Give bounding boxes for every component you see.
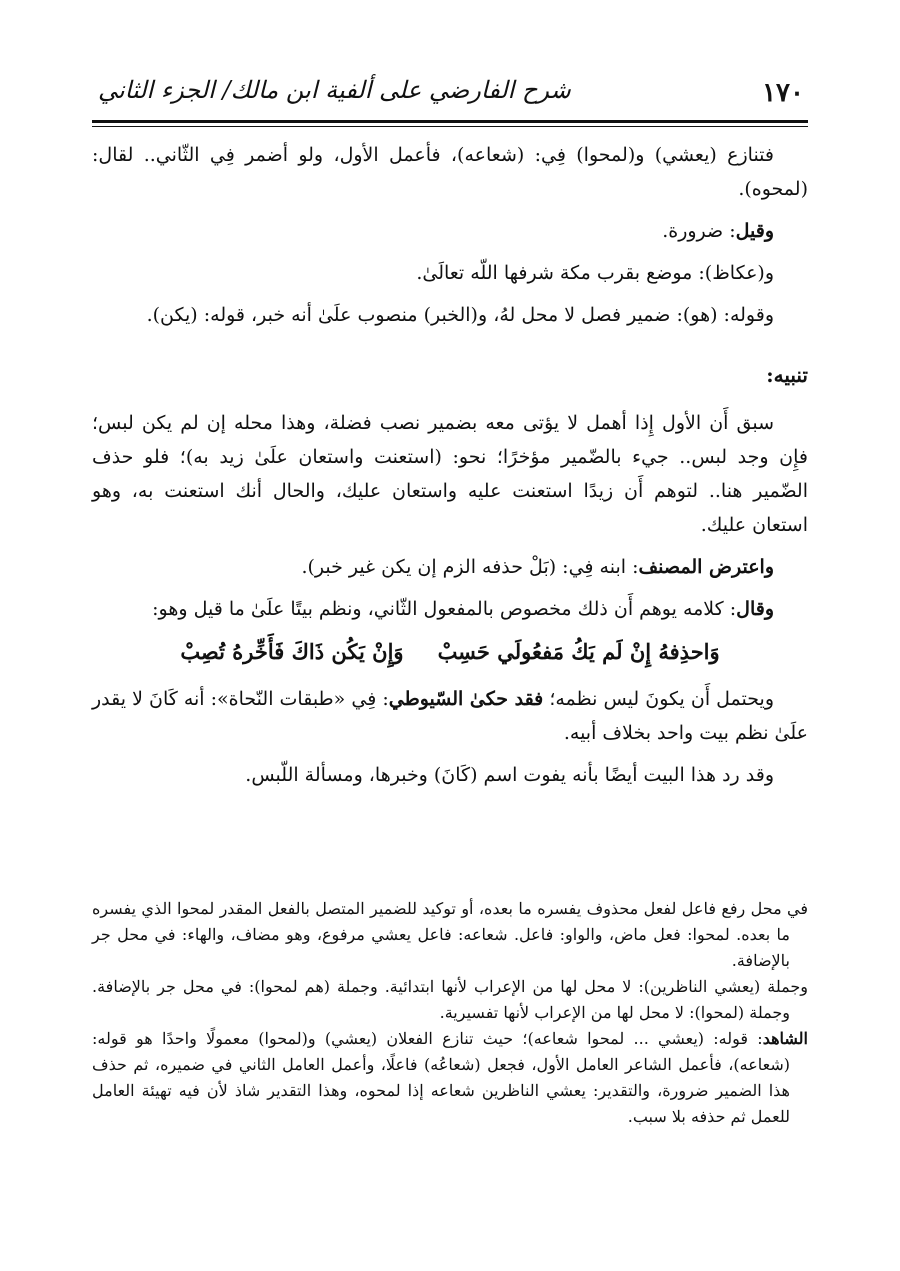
running-title: شرح الفارضي على ألفية ابن مالك/ الجزء الثاني [98,76,571,104]
page-number: ١٧٠ [762,78,804,108]
paragraph-text: ويحتمل أَن يكونَ ليس نظمه؛ [543,688,774,710]
page-header [92,70,808,114]
paragraph [92,214,808,248]
header-rule-thin [92,126,808,127]
paragraph: وقد رد هذا البيت أيضًا بأنه يفوت اسم (كَانَ) وخبرها، ومسألة اللّبس. [245,764,774,786]
paragraph-label: فقد حكىٰ السّيوطي [388,688,544,710]
header-rule [92,120,808,123]
verse-first-hemistich: وَاحذِفهُ إِنْ لَم يَكُ مَفعُولَي حَسِبْ [437,639,720,664]
paragraph-text: : ضرورة. [662,220,736,242]
main-text [92,138,808,792]
paragraph [92,682,808,750]
footnote: وجملة (يعشي الناظرين): لا محل لها من الإعراب لأنها ابتدائية. وجملة (هم لمحوا): في محل جر بالإضافة. وجملة (لمحوا): لا محل لها من الإعراب لأنها تفسيرية. [92,977,808,1022]
section-heading: تنبيه: [766,363,808,387]
paragraph [92,550,808,584]
footnote [92,1026,808,1130]
paragraph-text: : ابنه فِي: (بَلْ حذفه الزم إن يكن غير خبر). [301,556,639,578]
paragraph: و(عكاظ): موضع بقرب مكة شرفها اللّه تعالَىٰ. [416,262,774,284]
footnote-text: : قوله: (يعشي ... لمحوا شعاعه)؛ حيث تنازع الفعلان (يعشي) و(لمحوا) معمولًا واحدًا هو قوله: (شعاعه)، فأعمل الشاعر العامل الأول، فجعل (شعاعُه) فاعلًا، وأعمل العامل الثاني في ضميره، ثم حذف هذا الضمير ضرورة، والتقدير: يعشي الناظرين شعاعه إذا لمحوه، وهذا التقدير شاذ لأن فيه تهيئة العامل للعمل ثم حذفه بلا سبب. [92,1029,790,1126]
paragraph-label: واعترض المصنف [638,556,774,578]
verse-second-hemistich: وَإِنْ يَكُن ذَاكَ فَأَخِّرهُ تُصِبْ [180,639,404,664]
paragraph-text: : فِي «طبقات النّحاة»: أنه كَانَ لا يقدر علَىٰ نظم بيت واحد بخلاف أبيه. [92,688,808,744]
paragraph: فتنازع (يعشي) و(لمحوا) فِي: (شعاعه)، فأعمل الأول، ولو أضمر فِي الثّاني.. لقال: (لمحوه). [92,144,808,200]
paragraph-label: وقيل [735,220,774,242]
footnotes [92,896,808,1130]
paragraph [92,592,808,626]
paragraph-text: : كلامه يوهم أَن ذلك مخصوص بالمفعول الثّاني، ونظم بيتًا علَىٰ ما قيل وهو: [152,598,737,620]
footnote-label: الشاهد [762,1029,808,1048]
paragraph: وقوله: (هو): ضمير فصل لا محل لهُ، و(الخبر) منصوب علَىٰ أنه خبر، قوله: (يكن). [146,304,774,326]
paragraph: سبق أَن الأول إِذا أهمل لا يؤتى معه بضمير نصب فضلة، وهذا محله إن لم يكن لبس؛ فإِن وجد لبس.. جيء بالضّمير مؤخرًا؛ نحو: (استعنت واستعان علَىٰ زيد به)؛ فلو حذف الضّمير هنا.. لتوهم أَن زيدًا استعنت عليه واستعان عليك، والحال أنك استعنت به، وهو استعان عليك. [92,412,808,536]
footnote: في محل رفع فاعل لفعل محذوف يفسره ما بعده، أو توكيد للضمير المتصل بالفعل المقدر لمحوا الذي يفسره ما بعده. لمحوا: فعل ماض، والواو: فاعل. شعاعه: فاعل يعشي مرفوع، وهو مضاف، والهاء: في محل جر بالإضافة. [92,899,809,970]
paragraph-label: وقال [736,598,774,620]
poetry-verse [92,632,808,672]
